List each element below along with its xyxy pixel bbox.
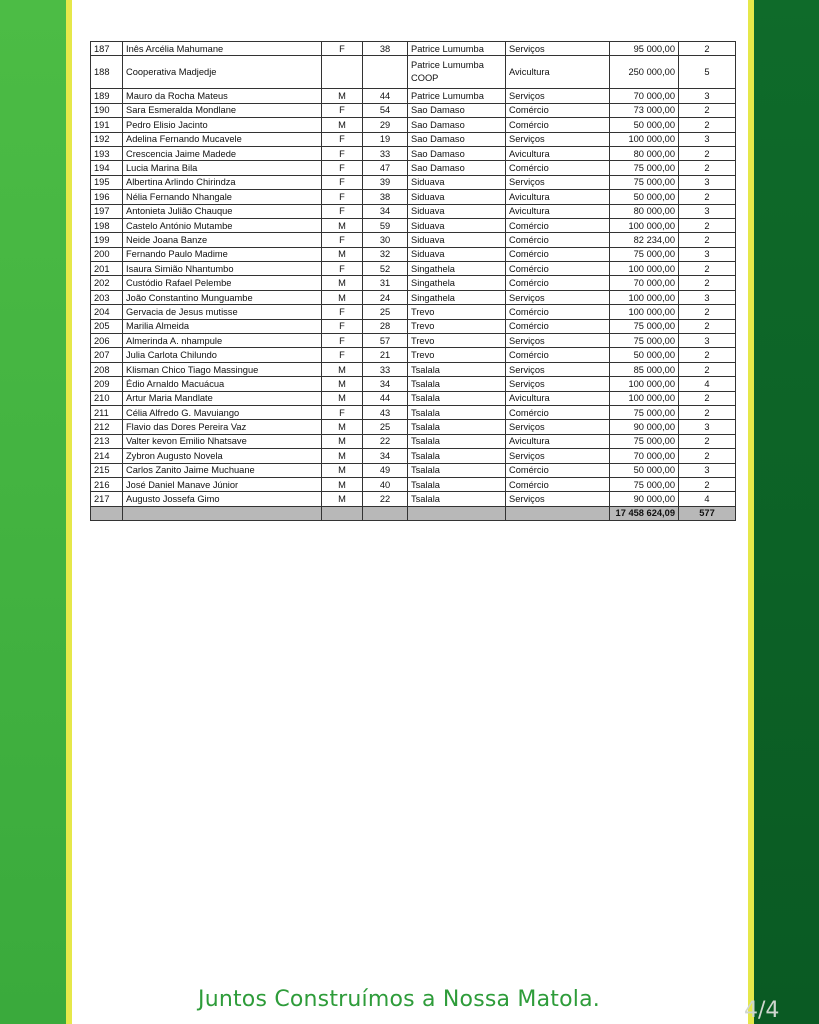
- cell-age: 22: [363, 492, 408, 506]
- cell-age: 57: [363, 334, 408, 348]
- cell-name: Mauro da Rocha Mateus: [123, 89, 322, 103]
- cell-hh: 3: [679, 204, 736, 218]
- cell-amount: 50 000,00: [610, 463, 679, 477]
- table-row: [91, 56, 736, 89]
- table-row: [91, 247, 736, 261]
- table-row: [91, 405, 736, 419]
- cell-bairro: Siduava: [408, 218, 506, 232]
- cell-amount: 50 000,00: [610, 118, 679, 132]
- cell-n: 194: [91, 161, 123, 175]
- cell-sex: M: [322, 434, 363, 448]
- cell-bairro: Sao Damaso: [408, 118, 506, 132]
- cell-n: 215: [91, 463, 123, 477]
- cell-hh: 3: [679, 175, 736, 189]
- cell-name: Isaura Simião Nhantumbo: [123, 262, 322, 276]
- cell-age: 31: [363, 276, 408, 290]
- cell-bairro: Siduava: [408, 204, 506, 218]
- table-row: [91, 42, 736, 56]
- cell-hh: 2: [679, 319, 736, 333]
- cell-hh: 2: [679, 434, 736, 448]
- table-row: [91, 146, 736, 160]
- cell-bairro: Tsalala: [408, 377, 506, 391]
- cell-bairro: Siduava: [408, 233, 506, 247]
- table-row: [91, 348, 736, 362]
- cell-bairro: Sao Damaso: [408, 161, 506, 175]
- cell-hh: 2: [679, 405, 736, 419]
- total-empty-cell: [506, 506, 610, 520]
- cell-name: Inês Arcélia Mahumane: [123, 42, 322, 56]
- total-empty-cell: [408, 506, 506, 520]
- table-row: [91, 319, 736, 333]
- table-row: [91, 204, 736, 218]
- cell-sex: F: [322, 175, 363, 189]
- cell-hh: 2: [679, 161, 736, 175]
- cell-hh: 3: [679, 132, 736, 146]
- cell-sex: F: [322, 405, 363, 419]
- cell-name: Marilia Almeida: [123, 319, 322, 333]
- cell-sex: F: [322, 132, 363, 146]
- cell-name: Flavio das Dores Pereira Vaz: [123, 420, 322, 434]
- table-row: [91, 290, 736, 304]
- cell-sex: M: [322, 247, 363, 261]
- cell-sex: F: [322, 305, 363, 319]
- cell-name: Klisman Chico Tiago Massingue: [123, 362, 322, 376]
- cell-sector: Comércio: [506, 233, 610, 247]
- table-row: [91, 449, 736, 463]
- table-row: [91, 492, 736, 506]
- cell-age: 40: [363, 477, 408, 491]
- cell-amount: 100 000,00: [610, 377, 679, 391]
- cell-age: 30: [363, 233, 408, 247]
- cell-age: 32: [363, 247, 408, 261]
- cell-sex: M: [322, 449, 363, 463]
- cell-age: 33: [363, 362, 408, 376]
- cell-bairro: Tsalala: [408, 477, 506, 491]
- table-row: [91, 420, 736, 434]
- cell-amount: 90 000,00: [610, 420, 679, 434]
- cell-bairro: Trevo: [408, 334, 506, 348]
- cell-name: Artur Maria Mandlate: [123, 391, 322, 405]
- cell-age: 38: [363, 190, 408, 204]
- cell-n: 209: [91, 377, 123, 391]
- cell-sex: M: [322, 89, 363, 103]
- cell-name: Nélia Fernando Nhangale: [123, 190, 322, 204]
- cell-bairro: Singathela: [408, 262, 506, 276]
- cell-n: 206: [91, 334, 123, 348]
- cell-n: 199: [91, 233, 123, 247]
- cell-age: 52: [363, 262, 408, 276]
- cell-bairro: Singathela: [408, 276, 506, 290]
- cell-sex: M: [322, 463, 363, 477]
- cell-sector: Serviços: [506, 334, 610, 348]
- cell-age: 21: [363, 348, 408, 362]
- cell-age: [363, 56, 408, 89]
- cell-bairro: Tsalala: [408, 362, 506, 376]
- cell-name: Sara Esmeralda Mondlane: [123, 103, 322, 117]
- cell-name: Augusto Jossefa Gimo: [123, 492, 322, 506]
- table-row: [91, 262, 736, 276]
- cell-sex: [322, 56, 363, 89]
- cell-name: Carlos Zanito Jaime Muchuane: [123, 463, 322, 477]
- cell-name: Lucia Marina Bila: [123, 161, 322, 175]
- cell-hh: 2: [679, 348, 736, 362]
- cell-bairro: Tsalala: [408, 391, 506, 405]
- cell-hh: 3: [679, 247, 736, 261]
- cell-n: 190: [91, 103, 123, 117]
- cell-name: Almerinda A. nhampule: [123, 334, 322, 348]
- cell-n: 201: [91, 262, 123, 276]
- cell-sector: Serviços: [506, 420, 610, 434]
- cell-name: Célia Alfredo G. Mavuiango: [123, 405, 322, 419]
- cell-hh: 2: [679, 262, 736, 276]
- table-row: [91, 218, 736, 232]
- cell-sector: Comércio: [506, 348, 610, 362]
- cell-bairro: Sao Damaso: [408, 132, 506, 146]
- cell-amount: 90 000,00: [610, 492, 679, 506]
- cell-age: 47: [363, 161, 408, 175]
- cell-name: Édio Arnaldo Macuácua: [123, 377, 322, 391]
- cell-n: 192: [91, 132, 123, 146]
- cell-sex: M: [322, 391, 363, 405]
- cell-sector: Avicultura: [506, 204, 610, 218]
- cell-amount: 70 000,00: [610, 89, 679, 103]
- cell-n: 204: [91, 305, 123, 319]
- cell-sector: Comércio: [506, 276, 610, 290]
- cell-n: 210: [91, 391, 123, 405]
- cell-bairro: Sao Damaso: [408, 103, 506, 117]
- total-empty-cell: [91, 506, 123, 520]
- cell-amount: 73 000,00: [610, 103, 679, 117]
- cell-name: José Daniel Manave Júnior: [123, 477, 322, 491]
- cell-n: 212: [91, 420, 123, 434]
- cell-sex: M: [322, 118, 363, 132]
- cell-age: 25: [363, 305, 408, 319]
- cell-age: 28: [363, 319, 408, 333]
- cell-age: 34: [363, 449, 408, 463]
- cell-sector: Avicultura: [506, 391, 610, 405]
- cell-age: 24: [363, 290, 408, 304]
- cell-name: Adelina Fernando Mucavele: [123, 132, 322, 146]
- cell-sector: Comércio: [506, 405, 610, 419]
- table-row: [91, 434, 736, 448]
- cell-sex: F: [322, 161, 363, 175]
- cell-hh: 2: [679, 190, 736, 204]
- cell-age: 49: [363, 463, 408, 477]
- cell-amount: 75 000,00: [610, 175, 679, 189]
- cell-sector: Serviços: [506, 132, 610, 146]
- cell-sector: Avicultura: [506, 190, 610, 204]
- cell-name: Julia Carlota Chilundo: [123, 348, 322, 362]
- cell-hh: 2: [679, 103, 736, 117]
- cell-age: 25: [363, 420, 408, 434]
- cell-hh: 3: [679, 463, 736, 477]
- cell-age: 33: [363, 146, 408, 160]
- cell-sector: Avicultura: [506, 146, 610, 160]
- cell-sex: M: [322, 420, 363, 434]
- table-row: [91, 89, 736, 103]
- cell-name: Albertina Arlindo Chirindza: [123, 175, 322, 189]
- cell-n: 211: [91, 405, 123, 419]
- cell-amount: 50 000,00: [610, 190, 679, 204]
- cell-sector: Comércio: [506, 218, 610, 232]
- cell-sector: Serviços: [506, 290, 610, 304]
- cell-name: João Constantino Munguambe: [123, 290, 322, 304]
- cell-sector: Serviços: [506, 42, 610, 56]
- cell-n: 205: [91, 319, 123, 333]
- total-row: [91, 506, 736, 520]
- cell-hh: 3: [679, 290, 736, 304]
- cell-hh: 2: [679, 218, 736, 232]
- table-row: [91, 276, 736, 290]
- cell-amount: 95 000,00: [610, 42, 679, 56]
- cell-n: 200: [91, 247, 123, 261]
- cell-sector: Serviços: [506, 377, 610, 391]
- cell-n: 202: [91, 276, 123, 290]
- cell-hh: 5: [679, 56, 736, 89]
- cell-hh: 3: [679, 89, 736, 103]
- cell-age: 59: [363, 218, 408, 232]
- right-green-band: [754, 0, 819, 1024]
- cell-hh: 2: [679, 118, 736, 132]
- cell-sector: Serviços: [506, 492, 610, 506]
- cell-sex: F: [322, 146, 363, 160]
- cell-bairro: Patrice Lumumba COOP: [408, 56, 506, 89]
- cell-hh: 4: [679, 377, 736, 391]
- cell-bairro: Singathela: [408, 290, 506, 304]
- cell-bairro: Trevo: [408, 305, 506, 319]
- cell-amount: 100 000,00: [610, 290, 679, 304]
- cell-name: Gervacia de Jesus mutisse: [123, 305, 322, 319]
- cell-sex: M: [322, 362, 363, 376]
- cell-sector: Serviços: [506, 362, 610, 376]
- table-row: [91, 362, 736, 376]
- cell-amount: 70 000,00: [610, 276, 679, 290]
- cell-age: 19: [363, 132, 408, 146]
- cell-amount: 75 000,00: [610, 334, 679, 348]
- cell-n: 207: [91, 348, 123, 362]
- cell-n: 188: [91, 56, 123, 89]
- cell-n: 213: [91, 434, 123, 448]
- beneficiaries-table: [90, 41, 736, 521]
- cell-name: Fernando Paulo Madime: [123, 247, 322, 261]
- cell-amount: 100 000,00: [610, 391, 679, 405]
- cell-bairro: Patrice Lumumba: [408, 89, 506, 103]
- cell-hh: 2: [679, 146, 736, 160]
- cell-name: Neide Joana Banze: [123, 233, 322, 247]
- cell-n: 216: [91, 477, 123, 491]
- page-indicator: 4/4: [744, 998, 780, 1023]
- cell-amount: 100 000,00: [610, 305, 679, 319]
- total-household: 577: [679, 506, 736, 520]
- cell-bairro: Tsalala: [408, 463, 506, 477]
- cell-hh: 3: [679, 420, 736, 434]
- table-row: [91, 161, 736, 175]
- table-row: [91, 190, 736, 204]
- cell-sector: Serviços: [506, 449, 610, 463]
- cell-sex: M: [322, 218, 363, 232]
- cell-amount: 75 000,00: [610, 319, 679, 333]
- table-row: [91, 305, 736, 319]
- cell-sector: Comércio: [506, 161, 610, 175]
- table-row: [91, 118, 736, 132]
- cell-sex: F: [322, 262, 363, 276]
- cell-age: 54: [363, 103, 408, 117]
- cell-hh: 4: [679, 492, 736, 506]
- cell-age: 38: [363, 42, 408, 56]
- cell-sex: M: [322, 477, 363, 491]
- cell-n: 214: [91, 449, 123, 463]
- cell-amount: 50 000,00: [610, 348, 679, 362]
- cell-bairro: Sao Damaso: [408, 146, 506, 160]
- cell-amount: 75 000,00: [610, 477, 679, 491]
- cell-bairro: Tsalala: [408, 405, 506, 419]
- cell-n: 191: [91, 118, 123, 132]
- cell-sex: F: [322, 42, 363, 56]
- cell-name: Pedro Elisio Jacinto: [123, 118, 322, 132]
- cell-sector: Comércio: [506, 319, 610, 333]
- cell-bairro: Trevo: [408, 348, 506, 362]
- cell-name: Custódio Rafael Pelembe: [123, 276, 322, 290]
- cell-sector: Avicultura: [506, 434, 610, 448]
- cell-sector: Comércio: [506, 247, 610, 261]
- cell-amount: 82 234,00: [610, 233, 679, 247]
- cell-age: 43: [363, 405, 408, 419]
- cell-hh: 2: [679, 391, 736, 405]
- cell-sector: Avicultura: [506, 56, 610, 89]
- cell-n: 187: [91, 42, 123, 56]
- table-row: [91, 477, 736, 491]
- cell-sex: F: [322, 348, 363, 362]
- cell-sector: Serviços: [506, 89, 610, 103]
- table-row: [91, 233, 736, 247]
- cell-n: 208: [91, 362, 123, 376]
- cell-hh: 2: [679, 42, 736, 56]
- table-row: [91, 103, 736, 117]
- cell-age: 44: [363, 391, 408, 405]
- cell-name: Antonieta Julião Chauque: [123, 204, 322, 218]
- cell-name: Crescencia Jaime Madede: [123, 146, 322, 160]
- total-empty-cell: [123, 506, 322, 520]
- cell-amount: 250 000,00: [610, 56, 679, 89]
- cell-sector: Comércio: [506, 305, 610, 319]
- table-row: [91, 132, 736, 146]
- cell-bairro: Siduava: [408, 190, 506, 204]
- cell-hh: 2: [679, 449, 736, 463]
- total-amount: 17 458 624,09: [610, 506, 679, 520]
- table-row: [91, 377, 736, 391]
- cell-sex: F: [322, 190, 363, 204]
- cell-sex: M: [322, 492, 363, 506]
- cell-sex: F: [322, 204, 363, 218]
- cell-sex: F: [322, 334, 363, 348]
- cell-sex: F: [322, 319, 363, 333]
- cell-sex: F: [322, 233, 363, 247]
- cell-bairro: Tsalala: [408, 449, 506, 463]
- cell-bairro: Tsalala: [408, 434, 506, 448]
- cell-sex: M: [322, 377, 363, 391]
- cell-n: 217: [91, 492, 123, 506]
- cell-amount: 70 000,00: [610, 449, 679, 463]
- cell-amount: 75 000,00: [610, 405, 679, 419]
- cell-hh: 2: [679, 233, 736, 247]
- table-row: [91, 463, 736, 477]
- cell-sex: M: [322, 276, 363, 290]
- left-green-band: [0, 0, 66, 1024]
- cell-sex: M: [322, 290, 363, 304]
- cell-amount: 80 000,00: [610, 146, 679, 160]
- cell-age: 22: [363, 434, 408, 448]
- footer-slogan: Juntos Construímos a Nossa Matola.: [198, 987, 600, 1012]
- cell-bairro: Tsalala: [408, 492, 506, 506]
- total-empty-cell: [322, 506, 363, 520]
- cell-name: Cooperativa Madjedje: [123, 56, 322, 89]
- cell-age: 34: [363, 377, 408, 391]
- cell-n: 198: [91, 218, 123, 232]
- cell-name: Valter kevon Emilio Nhatsave: [123, 434, 322, 448]
- cell-sector: Comércio: [506, 118, 610, 132]
- cell-amount: 100 000,00: [610, 262, 679, 276]
- cell-hh: 2: [679, 276, 736, 290]
- cell-sector: Comércio: [506, 463, 610, 477]
- cell-hh: 3: [679, 334, 736, 348]
- cell-amount: 100 000,00: [610, 218, 679, 232]
- cell-bairro: Siduava: [408, 175, 506, 189]
- table-row: [91, 334, 736, 348]
- cell-age: 39: [363, 175, 408, 189]
- cell-bairro: Tsalala: [408, 420, 506, 434]
- cell-amount: 85 000,00: [610, 362, 679, 376]
- cell-amount: 75 000,00: [610, 434, 679, 448]
- cell-age: 44: [363, 89, 408, 103]
- cell-amount: 75 000,00: [610, 247, 679, 261]
- cell-n: 189: [91, 89, 123, 103]
- cell-sector: Serviços: [506, 175, 610, 189]
- table-row: [91, 391, 736, 405]
- cell-name: Zybron Augusto Novela: [123, 449, 322, 463]
- cell-amount: 80 000,00: [610, 204, 679, 218]
- cell-age: 29: [363, 118, 408, 132]
- cell-n: 197: [91, 204, 123, 218]
- cell-sector: Comércio: [506, 103, 610, 117]
- cell-sex: F: [322, 103, 363, 117]
- table-body: [91, 42, 736, 521]
- cell-n: 196: [91, 190, 123, 204]
- cell-bairro: Siduava: [408, 247, 506, 261]
- total-empty-cell: [363, 506, 408, 520]
- cell-age: 34: [363, 204, 408, 218]
- cell-amount: 75 000,00: [610, 161, 679, 175]
- cell-hh: 2: [679, 477, 736, 491]
- cell-n: 195: [91, 175, 123, 189]
- cell-hh: 2: [679, 362, 736, 376]
- cell-n: 203: [91, 290, 123, 304]
- cell-sector: Comércio: [506, 262, 610, 276]
- cell-bairro: Patrice Lumumba: [408, 42, 506, 56]
- cell-amount: 100 000,00: [610, 132, 679, 146]
- cell-hh: 2: [679, 305, 736, 319]
- cell-sector: Comércio: [506, 477, 610, 491]
- cell-name: Castelo António Mutambe: [123, 218, 322, 232]
- cell-bairro: Trevo: [408, 319, 506, 333]
- table-row: [91, 175, 736, 189]
- cell-n: 193: [91, 146, 123, 160]
